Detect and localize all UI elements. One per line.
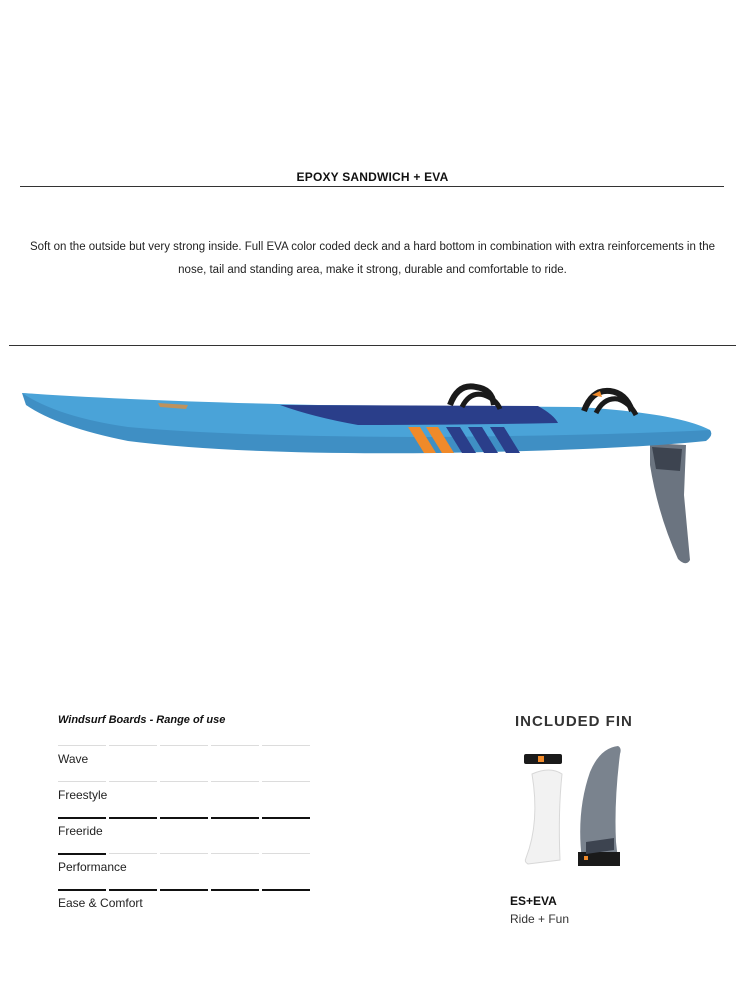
range-row-label: Freeride: [58, 824, 103, 838]
windsurf-board-image: [18, 375, 718, 575]
range-level-segment: [58, 817, 106, 819]
range-level-segment: [211, 853, 259, 854]
included-fin-image: [520, 742, 630, 872]
range-row: [58, 781, 310, 817]
range-level-segment: [109, 853, 157, 854]
range-row-label: Wave: [58, 752, 89, 766]
range-level-segment: [160, 853, 208, 854]
range-level-segment: [160, 817, 208, 819]
fin-white: [525, 770, 562, 864]
divider-middle: [9, 345, 736, 346]
range-row-label: Performance: [58, 860, 127, 874]
range-level-segment: [160, 745, 208, 746]
range-level-segment: [109, 817, 157, 819]
construction-title: EPOXY SANDWICH + EVA: [296, 170, 449, 184]
range-level-segment: [211, 781, 259, 782]
range-level-segment: [58, 853, 106, 855]
fin-model-name: ES+EVA: [510, 894, 557, 908]
range-level-segment: [160, 889, 208, 891]
board-fin-base: [652, 447, 682, 471]
range-level-segment: [262, 853, 310, 854]
divider-top: [20, 186, 724, 187]
range-level-segment: [58, 745, 106, 746]
range-level-bars: [58, 889, 310, 891]
range-level-bars: [58, 853, 310, 855]
range-level-segment: [109, 889, 157, 891]
range-level-segment: [211, 889, 259, 891]
range-level-bars: [58, 817, 310, 819]
range-row: [58, 817, 310, 853]
range-level-segment: [262, 817, 310, 819]
range-level-segment: [262, 745, 310, 746]
range-level-segment: [58, 781, 106, 782]
range-level-segment: [109, 745, 157, 746]
included-fin-heading: INCLUDED FIN: [515, 713, 633, 730]
range-of-use-title: Windsurf Boards - Range of use: [58, 714, 226, 726]
range-level-segment: [211, 745, 259, 746]
range-row-label: Ease & Comfort: [58, 896, 143, 910]
range-level-segment: [109, 781, 157, 782]
range-row: [58, 853, 310, 889]
range-level-segment: [58, 889, 106, 891]
range-row-label: Freestyle: [58, 788, 108, 802]
range-level-segment: [160, 781, 208, 782]
range-row: [58, 889, 310, 925]
range-level-bars: [58, 781, 310, 783]
range-level-segment: [211, 817, 259, 819]
range-row: [58, 745, 310, 781]
range-level-segment: [262, 781, 310, 782]
range-level-segment: [262, 889, 310, 891]
construction-description: Soft on the outside but very strong inside. Full EVA color coded deck and a hard bottom in combination with extra reinforcements in the nose, tail and standing area, make it strong, durable and comfortable to ride.: [29, 241, 716, 276]
fin-subtitle: Ride + Fun: [510, 912, 570, 926]
range-level-bars: [58, 745, 310, 747]
range-of-use-grid: [58, 745, 310, 925]
